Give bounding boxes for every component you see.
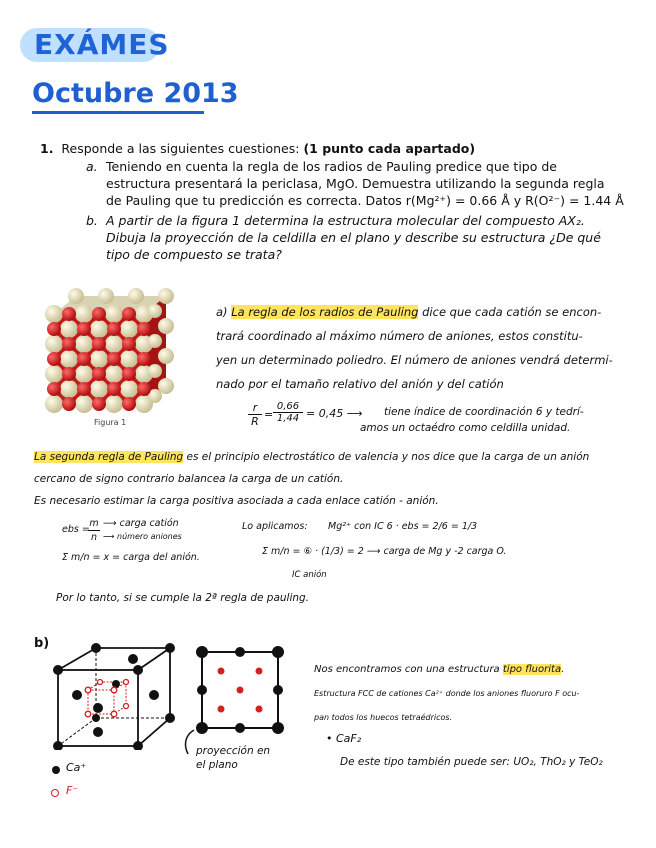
part-a-line: de Pauling que tu predicción es correcta. Datos r(Mg²⁺) = 0.66 Å y R(O²⁻) = 1.44 Å [106,193,624,208]
projection-label [196,744,270,772]
n-symbol: n [88,530,100,544]
pauling-rule-highlight: La regla de los radios de Pauling [231,305,419,319]
question-number: 1. [40,141,54,156]
sum-line: Σ m/n = ⑥ · (1/3) = 2 ⟶ carga de Mg y -2 carga O. [262,546,507,557]
apply-label: Lo aplicamos: [242,521,308,532]
equals-sign: = [264,408,274,421]
part-b-label: b. [86,213,98,228]
sigma-line: Σ m/n = x = carga del anión. [62,552,200,563]
m-symbol: m [89,518,99,529]
exam-date: Octubre 2013 [32,78,239,109]
answer-a-label: a) [216,305,228,319]
value-numerator: 0,66 [276,401,300,412]
fluorite-highlight: tipo fluorita [502,664,562,675]
fluoride-legend-icon [51,789,59,797]
answer-a-line: trará coordinado al máximo número de aniones, estos constitu- [216,329,583,343]
coordination-text [360,404,584,436]
part-a-line: Teniendo en cuenta la regla de los radios de Pauling predice que tipo de [106,159,557,174]
conclusion-line: Por lo tanto, si se cumple la 2ª regla de pauling. [56,592,310,604]
part-b-line: A partir de la figura 1 determina la estructura molecular del compuesto AX₂. [106,213,585,228]
value-fraction [273,401,303,424]
calcium-legend-label: Ca⁺ [66,761,87,774]
answer-b-line: Estructura FCC de cationes Ca²⁺ donde los aniones fluoruro F ocu- [314,689,580,698]
answer-a-line: nado por el tamaño relativo del anión y del catión [216,377,504,391]
formula-bullet: • CaF₂ [326,732,362,745]
second-rule-highlight: La segunda regla de Pauling [34,451,184,463]
n-description: ⟶ número aniones [103,532,182,541]
answer-b-paragraph [314,658,649,730]
question-points: (1 punto cada apartado) [303,141,476,156]
answer-a-paragraph [216,300,646,396]
part-a-label: a. [86,159,98,174]
question-1 [40,140,640,157]
ratio-denominator: R [248,414,262,428]
projection-label-line: proyección en [196,745,271,757]
crystal-figure-1 [36,284,186,414]
ratio-fraction [248,401,262,428]
mg-line: Mg²⁺ con IC 6 · ebs = 2/6 = 1/3 [328,521,478,532]
coordination-line: amos un octaédro como celdilla unidad. [360,422,571,434]
value-denominator: 1,44 [273,412,303,424]
fluorite-unit-cell [46,640,186,750]
question-part-b [86,212,646,263]
question-intro: Responde a las siguientes cuestiones: [61,141,300,156]
calcium-legend-icon [52,766,60,774]
answer-b-label: b) [34,636,50,651]
m-description: ⟶ carga catión [103,518,179,529]
ebs-label: ebs = [62,524,90,535]
similar-compounds-line: De este tipo también puede ser: UO₂, ThO₂ y TeO₂ [340,756,603,768]
ratio-numerator: r [252,401,258,414]
estimate-line: Es necesario estimar la carga positiva asociada a cada enlace catión - anión. [34,495,439,507]
rule2-paragraph [34,446,650,512]
part-b-line: Dibuja la proyección de la celdilla en el plano y describe su estructura ¿De qué [106,230,601,245]
projection-label-line: el plano [196,759,238,771]
answer-b-line: Nos encontramos con una estructura [314,664,503,675]
answer-b-punct: . [561,664,565,675]
ratio-result: = 0,45 ⟶ [306,407,363,420]
ic-anion-label: IC anión [292,570,327,580]
page-title: EXÁMES [34,28,170,61]
rule2-line: es el principio electrostático de valencia y nos dice que la carga de un anión [183,451,590,463]
part-a-line: estructura presentará la periclasa, MgO. Demuestra utilizando la segunda regla [106,176,605,191]
plane-projection [188,640,298,740]
answer-b-line: pan todos los huecos tetraédricos. [314,713,453,722]
figure-caption: Figura 1 [94,418,127,427]
date-underline [32,111,204,114]
answer-a-line: dice que cada catión se encon- [418,305,602,319]
part-b-line: tipo de compuesto se trata? [106,247,282,262]
rule2-line: cercano de signo contrario balancea la carga de un catión. [34,473,344,485]
ebs-fraction [88,517,100,544]
question-part-a [86,158,646,209]
coordination-line: tiene índice de coordinación 6 y tedrí- [384,406,584,418]
answer-a-line: yen un determinado poliedro. El número de aniones vendrá determi- [216,353,613,367]
fluoride-legend-label: F⁻ [66,784,79,797]
